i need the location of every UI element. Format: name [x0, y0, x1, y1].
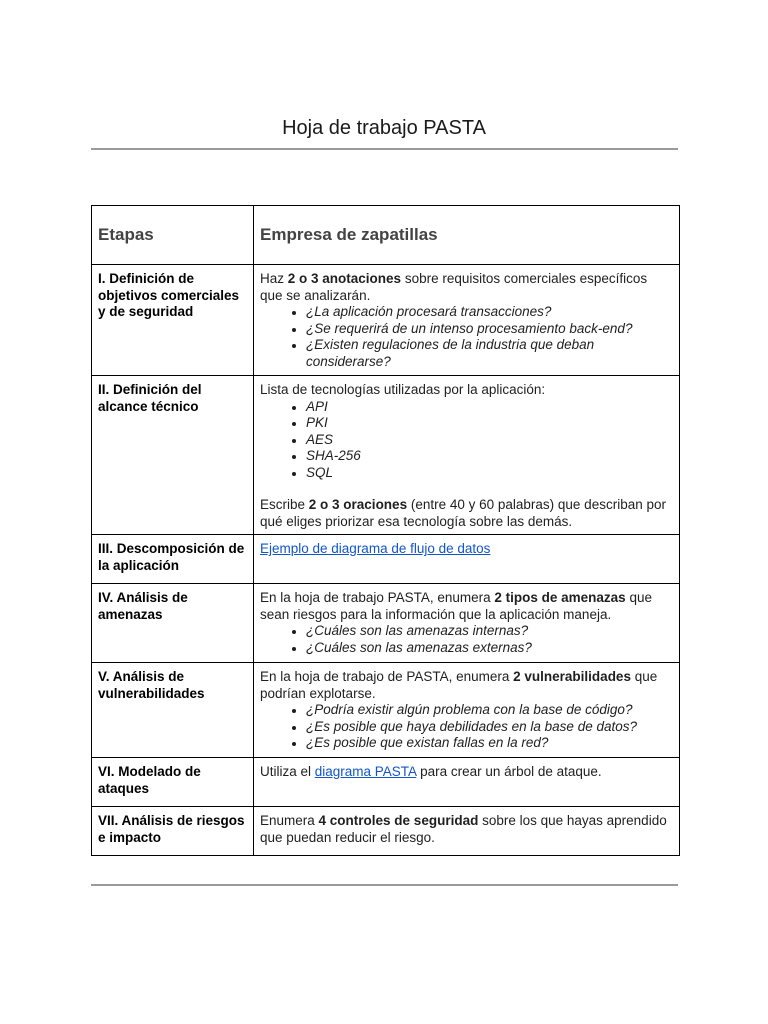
description-cell — [254, 758, 680, 807]
list-item: • PKI — [306, 415, 673, 432]
question-list — [260, 623, 673, 656]
description-cell — [254, 376, 680, 535]
list-item: • ¿La aplicación procesará transacciones? — [306, 304, 673, 321]
stage-cell: I. Definición de objetivos comerciales y de seguridad — [92, 265, 254, 376]
document-title: Hoja de trabajo PASTA — [282, 117, 486, 139]
stage-cell: IV. Análisis de amenazas — [92, 584, 254, 663]
list-item: • ¿Se requerirá de un intenso procesamiento back-end? — [306, 321, 673, 338]
stage-cell: III. Descomposición de la aplicación — [92, 535, 254, 584]
question-list — [260, 702, 673, 752]
instruction-text: En la hoja de trabajo de PASTA, enumera 2 vulnerabilidades que podrían explotarse. — [260, 669, 658, 701]
stage-cell: VI. Modelado de ataques — [92, 758, 254, 807]
description-cell — [254, 535, 680, 584]
list-item: • ¿Es posible que existan fallas en la red? — [306, 735, 673, 752]
table-row — [92, 663, 680, 758]
list-item: • ¿Cuáles son las amenazas externas? — [306, 640, 673, 657]
header-company: Empresa de zapatillas — [254, 206, 680, 265]
list-item: • SQL — [306, 465, 673, 482]
stage-cell: VII. Análisis de riesgos e impacto — [92, 807, 254, 856]
table-row — [92, 376, 680, 535]
table-row — [92, 807, 680, 856]
list-item: • ¿Es posible que haya debilidades en la base de datos? — [306, 719, 673, 736]
list-item: • ¿Podría existir algún problema con la base de código? — [306, 702, 673, 719]
description-cell — [254, 584, 680, 663]
table-header-row — [92, 206, 680, 265]
pasta-worksheet-table — [91, 205, 680, 856]
list-item: • ¿Existen regulaciones de la industria que deban considerarse? — [306, 337, 673, 370]
list-item: • SHA-256 — [306, 448, 673, 465]
stage-cell: V. Análisis de vulnerabilidades — [92, 663, 254, 758]
intro-text: Lista de tecnologías utilizadas por la aplicación: — [260, 382, 546, 397]
instruction-text: Escribe 2 o 3 oraciones (entre 40 y 60 palabras) que describan por qué eliges priorizar esa tecnología sobre las demás. — [260, 497, 666, 529]
instruction-text: Enumera 4 controles de seguridad sobre los que hayas aprendido que puedan reducir el riesgo. — [260, 813, 667, 845]
stage-cell: II. Definición del alcance técnico — [92, 376, 254, 535]
instruction-text: Utiliza el diagrama PASTA para crear un árbol de ataque. — [260, 764, 602, 779]
pasta-diagram-link[interactable]: diagrama PASTA — [314, 764, 417, 779]
instruction-text: En la hoja de trabajo PASTA, enumera 2 tipos de amenazas que sean riesgos para la información que la aplicación maneja. — [260, 590, 652, 622]
list-item: • ¿Cuáles son las amenazas internas? — [306, 623, 673, 640]
top-divider — [91, 148, 678, 150]
data-flow-diagram-link[interactable]: Ejemplo de diagrama de flujo de datos — [260, 541, 491, 556]
technology-list — [260, 399, 673, 482]
table-row — [92, 265, 680, 376]
bottom-divider — [91, 884, 678, 886]
list-item: • AES — [306, 432, 673, 449]
header-stages: Etapas — [92, 206, 254, 265]
list-item: • API — [306, 399, 673, 416]
description-cell — [254, 807, 680, 856]
question-list — [260, 304, 673, 370]
table-row — [92, 584, 680, 663]
instruction-text: Haz 2 o 3 anotaciones sobre requisitos comerciales específicos que se analizarán. — [260, 271, 648, 303]
description-cell — [254, 663, 680, 758]
table-row — [92, 535, 680, 584]
table-row — [92, 758, 680, 807]
description-cell — [254, 265, 680, 376]
